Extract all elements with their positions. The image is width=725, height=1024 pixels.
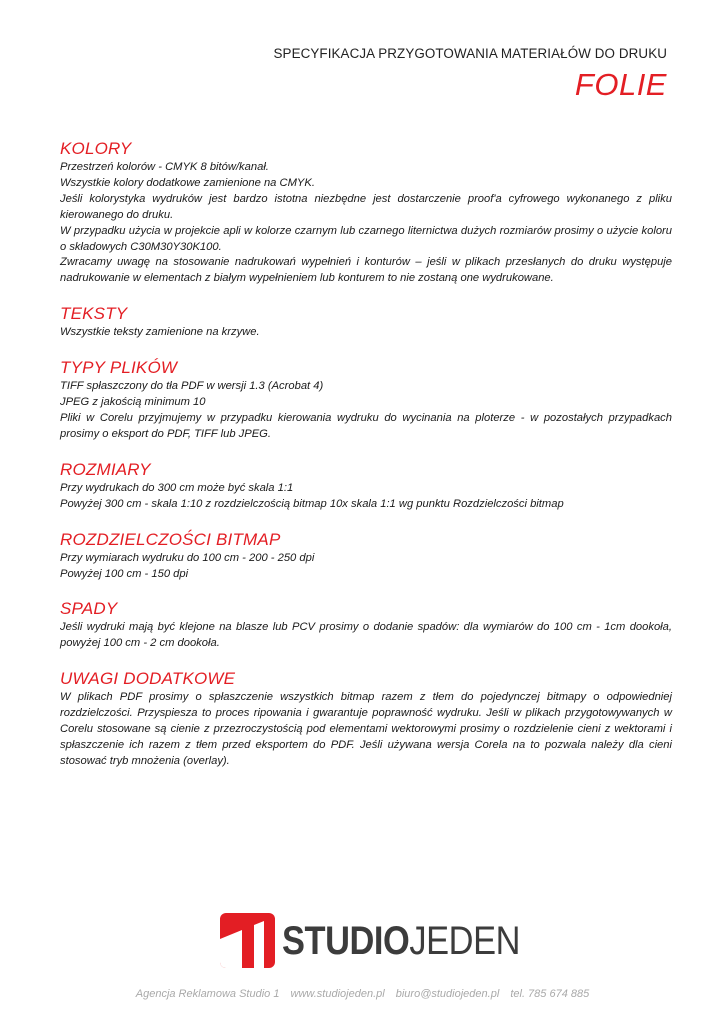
section-line: W przypadku użycia w projekcie apli w kolorze czarnym lub czarnego liternictwa dużych rozmiarów prosimy o użycie koloru o składowych C30M30Y30K100. [60, 224, 672, 253]
section-rozdzielczosci-bitmap [60, 529, 672, 583]
document-subtitle: SPECYFIKACJA PRZYGOTOWANIA MATERIAŁÓW DO DRUKU [273, 46, 667, 61]
logo-word-studio: STUDIO [282, 919, 410, 963]
section-line: Przy wydrukach do 300 cm może być skala 1:1 [60, 481, 294, 494]
section-heading: UWAGI DODATKOWE [60, 669, 236, 689]
section-teksty [60, 303, 672, 341]
section-line: Wszystkie kolory dodatkowe zamienione na CMYK. [60, 176, 315, 189]
section-kolory [60, 138, 672, 287]
section-line: W plikach PDF prosimy o spłaszczenie wszystkich bitmap razem z tłem do pojedynczej bitmapy o odpowiedniej rozdzielczości. Przyspiesza to proces ripowania i gwarantuje poprawność wydruku. Jeśli w plikach przygotowywanych w Corelu stosowane są cienie z przezroczystością pod elementami wektorowymi prosimy o rozdzielenie cieni z wektorami i spłaszczenie ich razem z tłem przed eksportem do PDF. Jeśli używana wersja Corela na to pozwala należy dla cieni stosować tryb mnożenia (overlay). [60, 691, 672, 767]
section-heading: ROZDZIELCZOŚCI BITMAP [60, 529, 281, 549]
section-line: Przestrzeń kolorów - CMYK 8 bitów/kanał. [60, 161, 269, 173]
section-rozmiary [60, 459, 672, 513]
section-line: Zwracamy uwagę na stosowanie nadrukowań wypełnień i konturów – jeśli w plikach przesłanych do druku występuje nadrukowanie w elementach z białym wypełnieniem lub konturem to nie zostaną one wydrukowane. [60, 256, 672, 285]
section-typy-plikow [60, 357, 672, 443]
specification-content [60, 138, 672, 786]
section-line: TIFF spłaszczony do tła PDF w wersji 1.3 (Acrobat 4) [60, 380, 324, 393]
section-line: Jeśli kolorystyka wydruków jest bardzo istotna niezbędne jest dostarczenie proof'a cyfrowego wykonanego z pliku kierowanego do druku. [60, 192, 672, 221]
section-heading: TEKSTY [60, 304, 128, 324]
footer [0, 988, 725, 1000]
section-line: Wszystkie teksty zamienione na krzywe. [60, 326, 260, 339]
studio-jeden-logo-mark-icon [220, 913, 275, 968]
section-line: Jeśli wydruki mają być klejone na blasze lub PCV prosimy o dodanie spadów: dla wymiarów do 100 cm - 1cm dookoła, powyżej 100 cm - 2 cm dookoła. [60, 621, 672, 650]
section-heading: KOLORY [60, 139, 132, 158]
section-line: Powyżej 300 cm - skala 1:10 z rozdzielczością bitmap 10x skala 1:1 wg punktu Rozdzielczości bitmap [60, 497, 564, 510]
section-heading: SPADY [60, 599, 118, 619]
section-line: Powyżej 100 cm - 150 dpi [60, 567, 189, 580]
section-heading: ROZMIARY [60, 459, 151, 479]
logo-word-jeden: JEDEN [409, 919, 521, 963]
logo-wordmark [282, 917, 520, 965]
document-title: FOLIE [574, 67, 667, 102]
section-heading: TYPY PLIKÓW [60, 358, 178, 378]
footer-website-link[interactable]: www.studiojeden.pl [290, 988, 385, 1000]
footer-company: Agencja Reklamowa Studio 1 [135, 988, 280, 1000]
footer-email-link[interactable]: biuro@studiojeden.pl [395, 988, 500, 1000]
section-line: Przy wymiarach wydruku do 100 cm - 200 - 250 dpi [60, 551, 315, 564]
section-spady [60, 598, 672, 652]
studio-jeden-logo [220, 913, 521, 973]
section-uwagi-dodatkowe [60, 668, 672, 770]
section-line: JPEG z jakością minimum 10 [60, 396, 206, 409]
document-header [274, 46, 667, 103]
section-line: Pliki w Corelu przyjmujemy w przypadku kierowania wydruku do wycinania na ploterze - w pozostałych przypadkach prosimy o eksport do PDF, TIFF lub JPEG. [60, 411, 672, 440]
footer-phone: tel. 785 674 885 [510, 988, 590, 1000]
